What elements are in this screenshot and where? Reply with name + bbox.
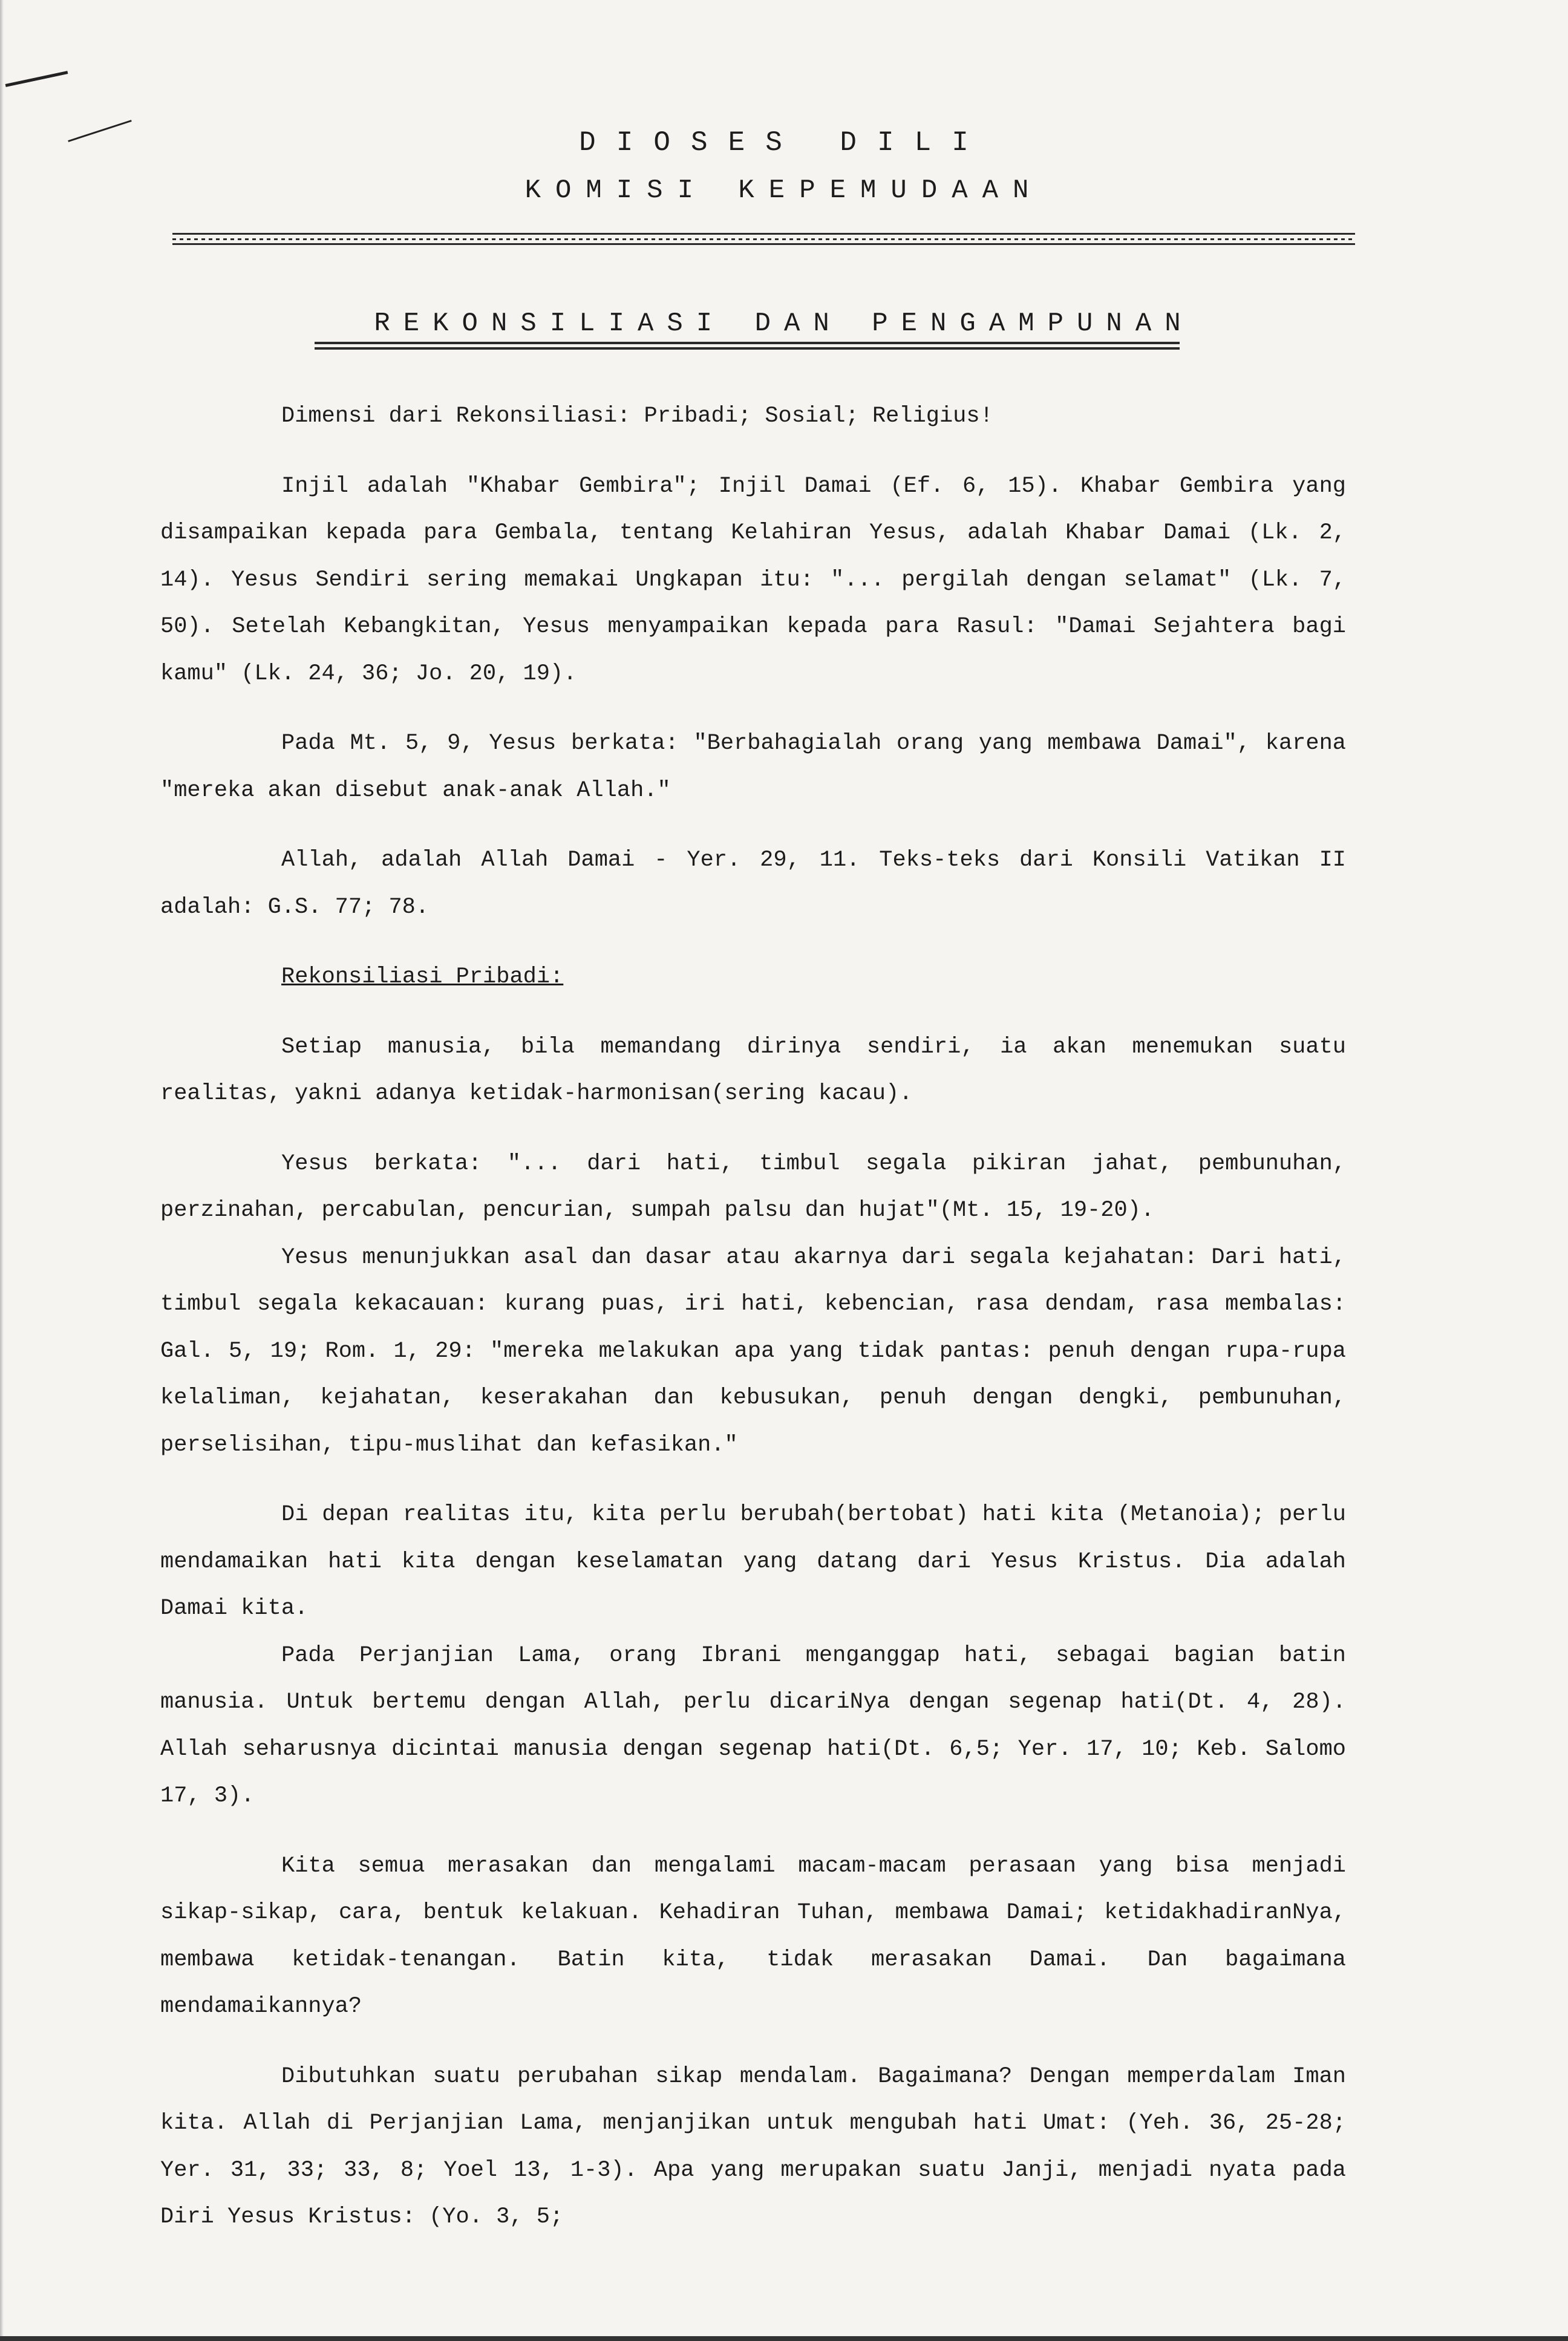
paragraph-feelings: Kita semua merasakan dan mengalami macam-macam perasaan yang bisa menjadi sikap-sikap, cara, bentuk kelakuan. Kehadiran Tuhan, membawa Damai; ketidakhadiranNya, membawa ketidak-tenangan. Batin kita, tidak merasakan Damai. Dan bagaimana mendamaikannya? bbox=[160, 1853, 1346, 2019]
document-title: REKONSILIASI DAN PENGAMPUNAN bbox=[374, 309, 1194, 339]
diocese-name: DIOSES DILI bbox=[579, 127, 989, 158]
scan-bottom-edge bbox=[0, 2336, 1568, 2341]
title-underline-1 bbox=[315, 342, 1180, 344]
paragraph-jesus-said: Yesus berkata: "... dari hati, timbul segala pikiran jahat, pembunuhan, perzinahan, percabulan, pencurian, sumpah palsu dan hujat"(Mt. 15, 19-20). bbox=[160, 1151, 1346, 1223]
title-underline-2 bbox=[315, 347, 1180, 350]
paragraph-dimensions: Dimensi dari Rekonsiliasi: Pribadi; Sosial; Religius! bbox=[281, 403, 993, 429]
subheading-personal: Rekonsiliasi Pribadi: bbox=[281, 964, 564, 990]
paragraph-matthew: Pada Mt. 5, 9, Yesus berkata: "Berbahagialah orang yang membawa Damai", karena "mereka akan disebut anak-anak Allah." bbox=[160, 731, 1346, 803]
paragraph-allah-damai: Allah, adalah Allah Damai - Yer. 29, 11. Teks-teks dari Konsili Vatikan II adalah: G.S. 77; 78. bbox=[160, 847, 1346, 920]
scan-mark-top-left-1 bbox=[5, 71, 68, 87]
paragraph-injil: Injil adalah "Khabar Gembira"; Injil Damai (Ef. 6, 15). Khabar Gembira yang disampaikan kepada para Gembala, tentang Kelahiran Yesus, adalah Khabar Damai (Lk. 2, 14). Yesus Sendiri sering memakai Ungkapan itu: "... pergilah dengan selamat" (Lk. 7, 50). Setelah Kebangkitan, Yesus menyampaikan kepada para Rasul: "Damai Sejahtera bagi kamu" (Lk. 24, 36; Jo. 20, 19). bbox=[160, 473, 1346, 687]
document-body bbox=[160, 393, 1346, 2241]
paragraph-old-testament: Pada Perjanjian Lama, orang Ibrani menganggap hati, sebagai bagian batin manusia. Untuk bertemu dengan Allah, perlu dicariNya dengan segenap hati(Dt. 4, 28). Allah seharusnya dicintai manusia dengan segenap hati(Dt. 6,5; Yer. 17, 10; Keb. Salomo 17, 3). bbox=[160, 1642, 1346, 1809]
paragraph-reality: Setiap manusia, bila memandang dirinya sendiri, ia akan menemukan suatu realitas, yakni adanya ketidak-harmonisan(sering kacau). bbox=[160, 1034, 1346, 1106]
paragraph-metanoia: Di depan realitas itu, kita perlu berubah(bertobat) hati kita (Metanoia); perlu mendamaikan hati kita dengan keselamatan yang datang dari Yesus Kristus. Dia adalah Damai kita. bbox=[160, 1502, 1346, 1621]
commission-name: KOMISI KEPEMUDAAN bbox=[524, 175, 1044, 206]
paragraph-change: Dibutuhkan suatu perubahan sikap mendalam. Bagaimana? Dengan memperdalam Iman kita. Allah di Perjanjian Lama, menjanjikan untuk mengubah hati Umat: (Yeh. 36, 25-28; Yer. 31, 33; 33, 8; Yoel 13, 1-3). Apa yang merupakan suatu Janji, menjadi nyata pada Diri Yesus Kristus: (Yo. 3, 5; bbox=[160, 2063, 1346, 2230]
scan-left-edge bbox=[0, 0, 4, 2341]
paragraph-root-evil: Yesus menunjukkan asal dan dasar atau akarnya dari segala kejahatan: Dari hati, timbul segala kekacauan: kurang puas, iri hati, kebencian, rasa dendam, rasa membalas: Gal. 5, 19; Rom. 1, 29: "mereka melakukan apa yang tidak pantas: penuh dengan rupa-rupa kelaliman, kejahatan, keserakahan dan kebusukan, penuh dengan dengki, pembunuhan, perselisihan, tipu-muslihat dan kefasikan." bbox=[160, 1244, 1346, 1458]
header-divider bbox=[172, 233, 1355, 245]
